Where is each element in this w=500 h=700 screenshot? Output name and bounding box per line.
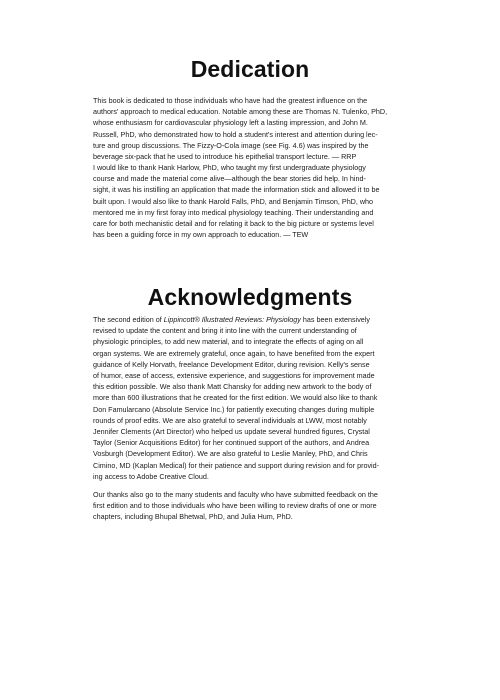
text-line: I would like to thank Hank Harlow, PhD, who taught my first undergraduate physiology [93,163,366,172]
text-line: guidance of Kelly Horvath, freelance Development Editor, during revision. Kelly's sense [93,359,370,369]
text-line: has been a guiding force in my own approach to education. — TEW [93,230,309,240]
text-line: sight, it was his instilling an application that made the information stick and allowed it to be [93,185,380,195]
acknowledgments-paragraph-1 [93,314,413,482]
text-line: ing access to Adobe Creative Cloud. [93,471,209,481]
text-line: Cimino, MD (Kaplan Medical) for their patience and support during revision and for provid- [93,460,380,470]
text-line: first edition and to those individuals who have been willing to review drafts of one or more [93,501,377,511]
text-line: mentored me in my first foray into medical physiology teaching. Their understanding and [93,207,374,217]
dedication-heading: Dedication [190,56,310,82]
text-line: more than 600 illustrations that he created for the first edition. We would also like to thank [93,393,378,403]
text-run: The second edition of [93,315,164,324]
text-line: ture and group discussions. The Fizzy-O-Cola image (see Fig. 4.6) was inspired by the [93,140,369,150]
text-line: course and made the material come alive—although the bear stories did help. In hind- [93,174,366,184]
text-line: Jennifer Clements (Art Director) who helped us update several hundred figures, Crystal [93,427,370,437]
dedication-paragraph-1 [93,95,413,162]
text-run: has been extensively [300,315,370,324]
text-line: rounds of proof edits. We are also grateful to several individuals at LWW, most notably [93,415,367,425]
text-line: Vosburgh (Development Editor). We are also grateful to Leslie Manley, PhD, and Chris [93,449,368,459]
text-line: organ systems. We are extremely grateful, once again, to have benefited from the expert [93,348,375,358]
text-line: Russell, PhD, who demonstrated how to hold a student's interest and attention during lec- [93,129,378,139]
text-line: care for both mechanistic detail and for relating it back to the big picture or systems level [93,219,374,229]
text-line: revised to update the content and bring it into line with the current understanding of [93,326,357,336]
text-line: authors' approach to medical education. Notable among these are Thomas N. Tulenko, PhD, [93,107,388,117]
text-line: Taylor (Senior Acquisitions Editor) for her continued support of the authors, and Andrea [93,438,370,448]
acknowledgments-paragraph-2 [93,489,413,523]
dedication-paragraph-2 [93,162,413,240]
text-line [93,314,413,325]
book-title: Lippincott® Illustrated Reviews: Physiology [163,315,301,324]
text-line: this edition possible. We also thank Matt Chansky for adding new artwork to the body of [93,382,372,392]
text-line: physiologic principles, to add new material, and to integrate the effects of aging on all [93,337,364,347]
text-line: Our thanks also go to the many students and faculty who have submitted feedback on the [93,490,378,499]
text-line: whose enthusiasm for cardiovascular physiology left a lasting impression, and John M. [93,118,368,128]
text-line: Don Famularcano (Absolute Service Inc.) for patiently executing changes during multiple [93,404,375,414]
text-line: beverage six-pack that he used to introduce his epithelial transport lecture. — RRP [93,152,357,162]
text-line: chapters, including Bhupal Bhetwal, PhD, and Julia Hum, PhD. [93,512,293,522]
text-line: of humor, ease of access, extensive experience, and suggestions for improvement made [93,371,375,381]
text-line: This book is dedicated to those individuals who have had the greatest influence on the [93,96,368,105]
acknowledgments-heading: Acknowledgments [147,284,353,310]
text-line: built upon. I would also like to thank Harold Falls, PhD, and Benjamin Timson, PhD, who [93,196,374,206]
